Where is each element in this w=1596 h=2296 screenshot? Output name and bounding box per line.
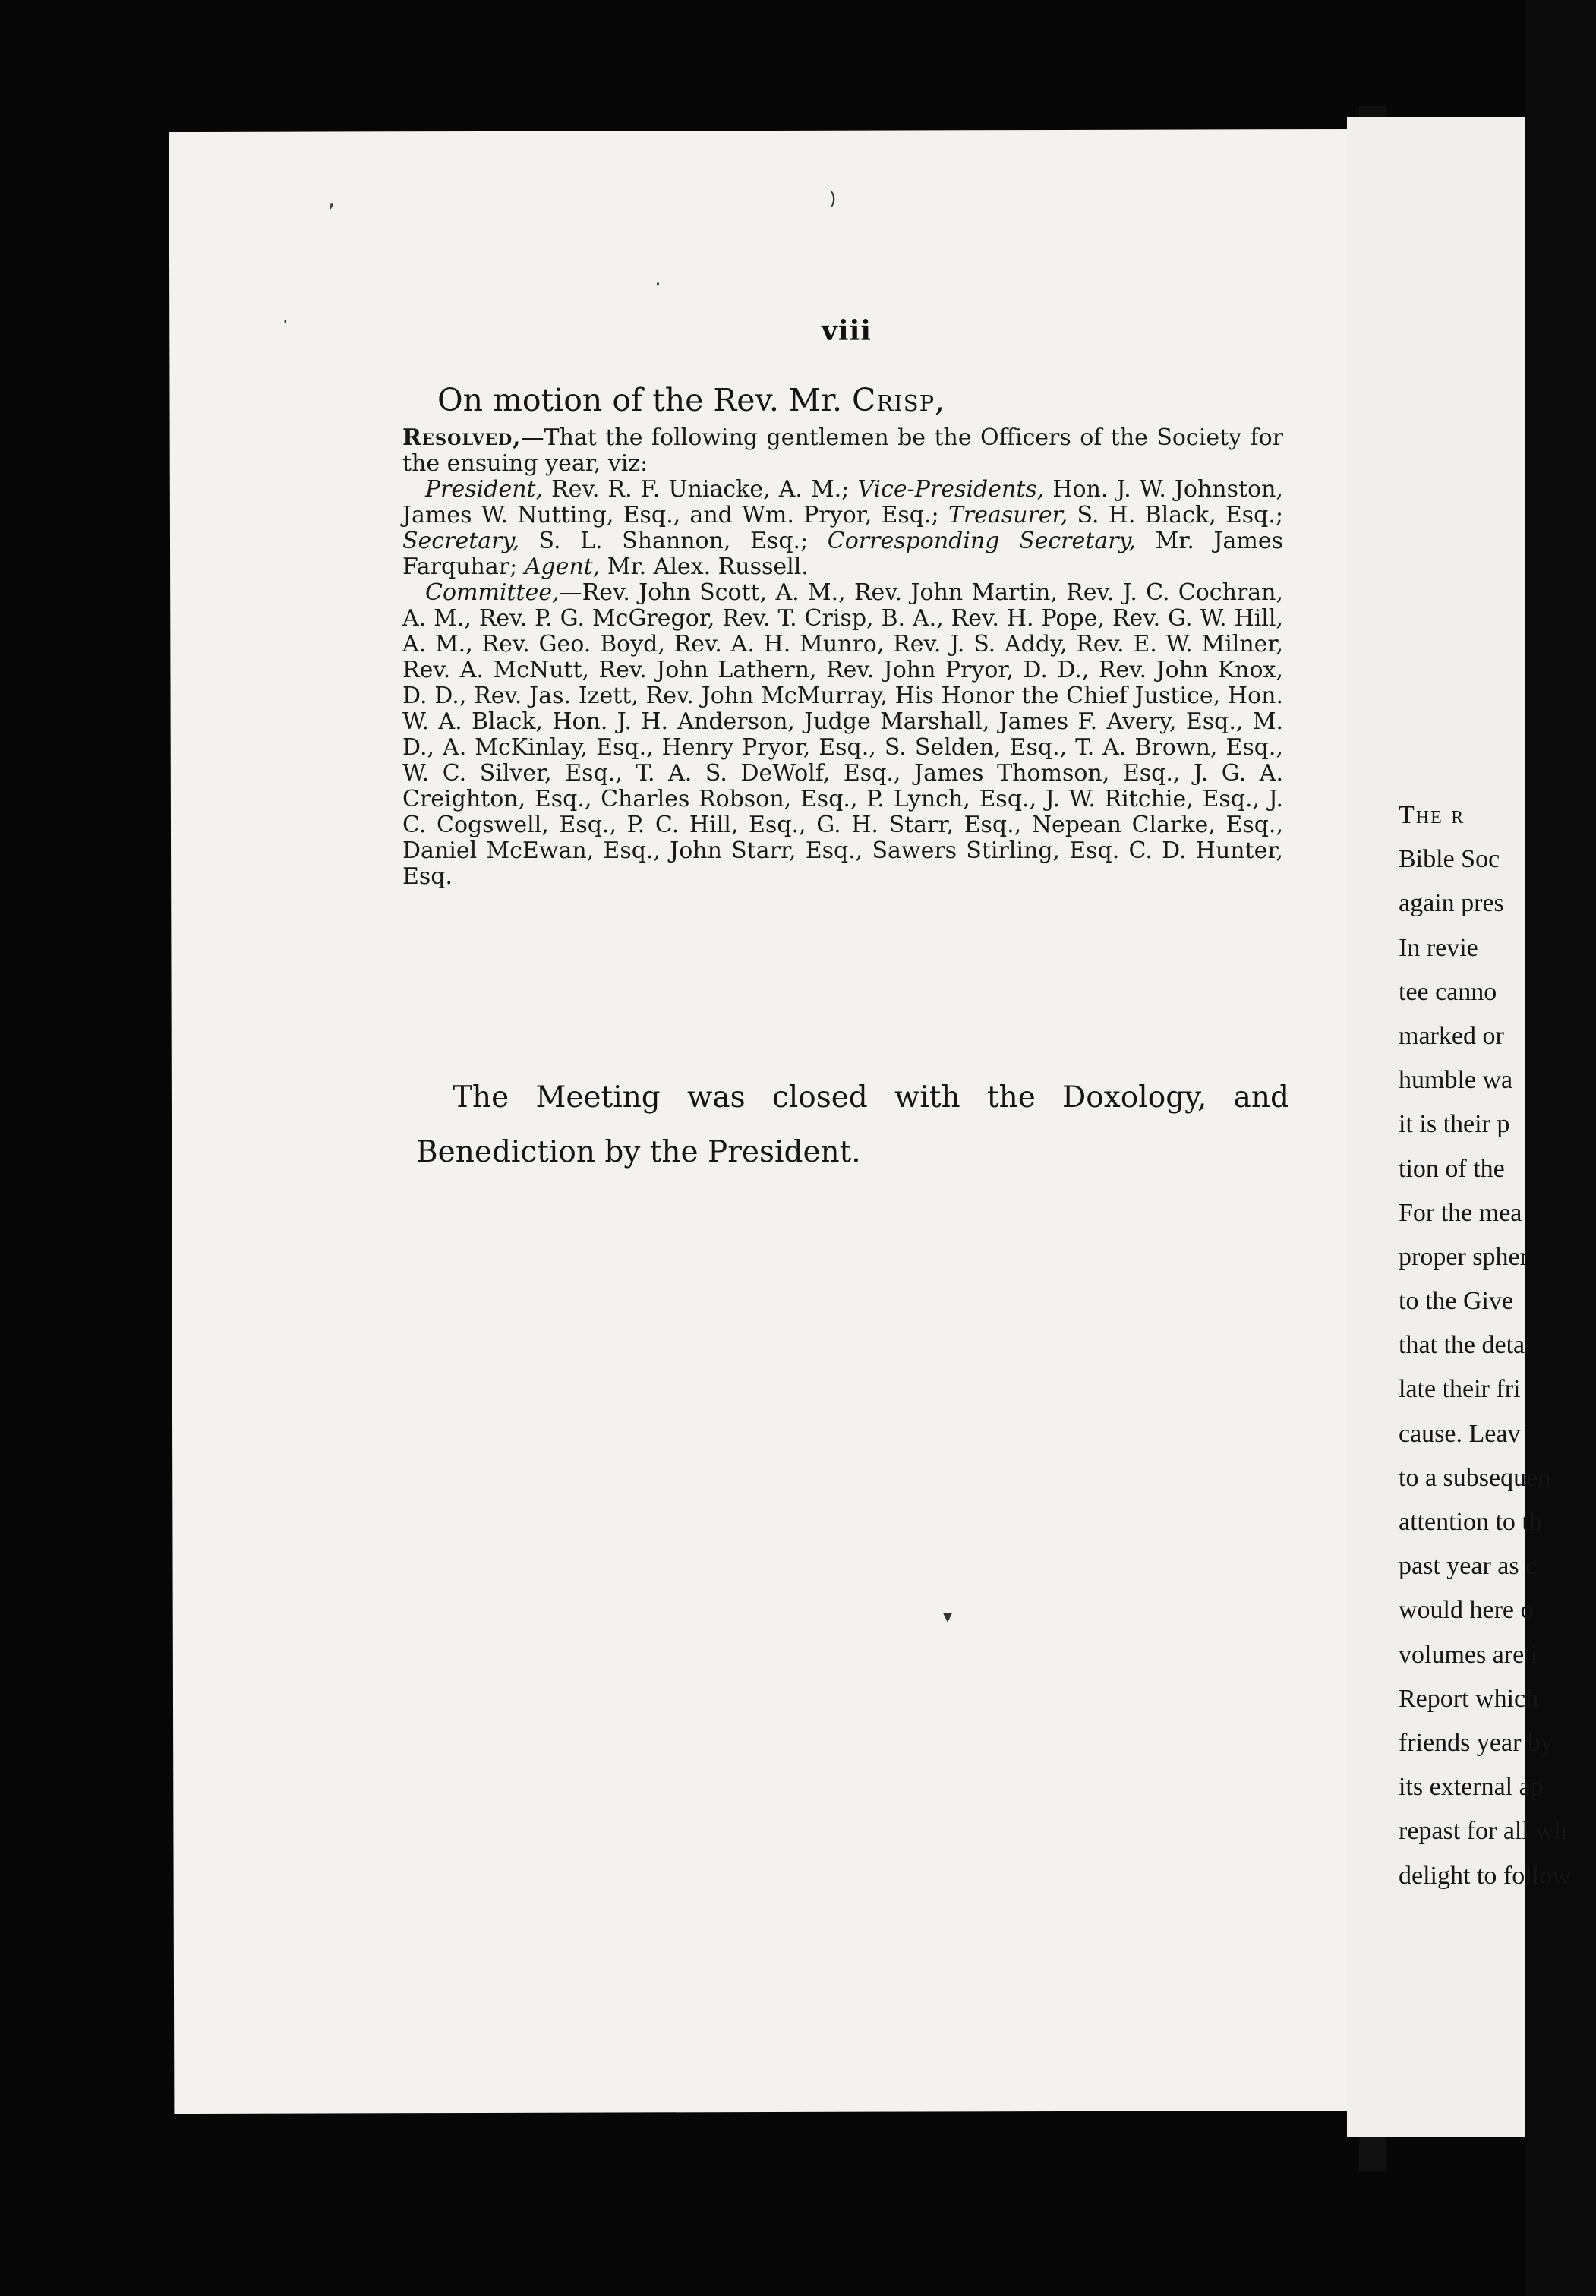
film-speck: , [328,187,335,212]
motion-heading [437,382,1273,418]
president-text: Rev. R. F. Uniacke, A. M.; [543,476,858,503]
president-label: President, [425,476,544,503]
right-line: repast for all wh [1399,1817,1567,1846]
corresponding-secretary-text: Mr. James Farquhar; [402,528,1283,580]
resolution-intro: —That the following gentlemen be the Officers of the Society for the ensuing year, viz: [402,424,1283,477]
resolved-label: Resolved, [402,424,522,451]
right-line: cause. Leav [1399,1419,1521,1448]
film-speck: ▾ [943,1606,953,1627]
committee-paragraph [402,580,1283,890]
treasurer-text: S. H. Black, Esq.; [1068,502,1284,528]
page-number: viii [822,315,872,347]
right-line: it is their p [1399,1110,1510,1139]
film-speck: . [654,266,661,291]
motion-prefix: On motion of the Rev. Mr. [437,382,853,418]
right-line: Report which [1399,1684,1539,1713]
right-line: that the deta [1399,1331,1525,1360]
secretary-label: Secretary, [402,528,519,554]
right-line: humble wa [1399,1066,1513,1095]
treasurer-label: Treasurer, [948,502,1068,528]
right-line: its external ap [1399,1773,1544,1802]
right-line: tee canno [1399,977,1497,1006]
right-line: attention to th [1399,1508,1542,1536]
closing-paragraph: The Meeting was closed with the Doxology, and Benediction by the President. [416,1080,1289,1169]
resolution-text [402,425,1283,890]
right-line: delight to follow [1399,1861,1571,1890]
right-line: late their fri [1399,1375,1521,1404]
right-line: Bible Soc [1399,845,1500,874]
motion-name: Crisp, [852,382,946,418]
corresponding-secretary-label: Corresponding Secretary, [827,528,1137,554]
film-speck: ) [829,188,837,210]
right-line: would here o [1399,1596,1534,1625]
committee-label: Committee, [425,579,560,606]
committee-text: —Rev. John Scott, A. M., Rev. John Martin, Rev. J. C. Cochran, A. M., Rev. P. G. McGregor, Rev. T. Crisp, B. A., Rev. H. Pope, Rev. G. W. Hill, A. M., Rev. Geo. Boyd, Rev. A. H. Munro, Rev. J. S. Addy, Rev. E. W. Milner, Rev. A. McNutt, Rev. John Lathern, Rev. John Pryor, D. D., Rev. John Knox, D. D., Rev. Jas. Izett, Rev. John McMurray, His Honor the Chief Justice, Hon. W. A. Black, Hon. J. H. Anderson, Judge Marshall, James F. Avery, Esq., M. D., A. McKinlay, Esq., Henry Pryor, Esq., S. Selden, Esq., T. A. Brown, Esq., W. C. Silver, Esq., T. A. S. DeWolf, Esq., James Thomson, Esq., J. G. A. Creighton, Esq., Charles Robson, Esq., P. Lynch, Esq., J. W. Ritchie, Esq., J. C. Cogswell, Esq., P. C. Hill, Esq., G. H. Starr, Esq., Nepean Clarke, Esq., Daniel McEwan, Esq., John Starr, Esq., Sawers Stirling, Esq. C. D. Hunter, Esq. [402,579,1283,890]
right-line: In revie [1399,933,1478,962]
film-speck: · [282,311,289,333]
right-line: to a subsequen [1399,1463,1551,1492]
right-line: to the Give [1399,1287,1514,1316]
vice-presidents-label: Vice-Presidents, [857,476,1045,503]
vice-presidents-text: Hon. J. W. Johnston, James W. Nutting, Esq., and Wm. Pryor, Esq.; [402,476,1283,528]
right-line: again pres [1399,889,1504,918]
agent-label: Agent, [524,554,601,580]
right-line: past year as c [1399,1552,1538,1581]
officers-paragraph [402,477,1283,580]
right-line: friends year by [1399,1728,1553,1757]
secretary-text: S. L. Shannon, Esq.; [519,528,828,554]
right-line: marked or [1399,1021,1504,1050]
right-line: volumes are i [1399,1640,1538,1669]
right-line: For the mea [1399,1198,1522,1227]
right-line: proper spher [1399,1242,1528,1271]
right-line: The r [1399,801,1465,829]
right-page-text [1399,801,1596,1906]
resolved-paragraph [402,425,1283,477]
agent-text: Mr. Alex. Russell. [600,554,809,580]
right-line: tion of the [1399,1154,1505,1183]
